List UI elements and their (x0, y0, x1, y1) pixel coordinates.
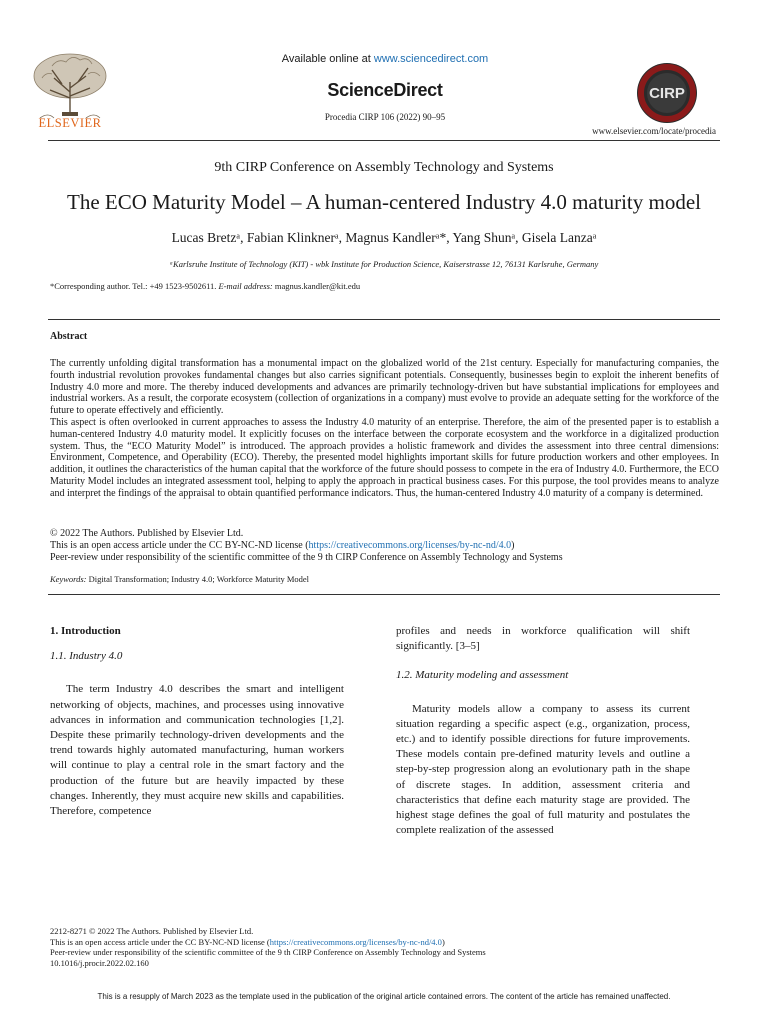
peer-review-line: Peer-review under responsibility of the scientific committee of the 9 th CIRP Conference on Assembly Technology and Systems (50, 552, 563, 563)
abstract-body (50, 358, 719, 500)
header-divider (48, 140, 720, 141)
sciencedirect-link[interactable]: www.sciencedirect.com (373, 53, 489, 65)
subsection-heading-maturity-modeling: 1.2. Maturity modeling and assessment (396, 669, 569, 682)
left-column (50, 624, 344, 831)
body-paragraph: The term Industry 4.0 describes the smart and intelligent networking of objects, machines, and processes using innovative advances in information and communication technologies [1,2]. Despite these primarily technology-driven developments and the trend towards highly automated manufacturing, human workers will continue to play a central role in the smart factory and the production of the future but are heavily impacted by these changes. Inherently, they must acquire new skills and capabilities. Therefore, competence (50, 683, 344, 818)
license-prefix: This is an open access article under the CC BY-NC-ND license ( (50, 540, 309, 551)
corresponding-author (50, 281, 722, 291)
issn-line: 2212-8271 © 2022 The Authors. Published by Elsevier Ltd. (50, 926, 254, 936)
footer-license-prefix: This is an open access article under the CC BY-NC-ND license ( (50, 936, 270, 947)
journal-reference: Procedia CIRP 106 (2022) 90–95 (324, 112, 446, 122)
abstract-paragraph: The currently unfolding digital transformation has a monumental impact on the globalized world of the 21st century. Especially for manufacturing companies, the fourth industrial revolution provokes fundamental changes but also carries significant potentials. Consequently, businesses begin to exploit the inherent benefits of Industry 4.0 more and more. The thereby induced developments and advances are primarily technology-driven but have substantial implications for employees and industrial workers. As a result, the corporate ecosystem (collection of organizations in a company) must evolve to provide an adequate setting for the workforce of the future to operate effectively and efficiently. (50, 358, 719, 417)
keywords (50, 574, 719, 584)
license-link[interactable]: https://creativecommons.org/licenses/by-nc-nd/4.0 (308, 540, 512, 551)
keywords-divider (48, 594, 720, 595)
abstract-paragraph: This aspect is often overlooked in current approaches to assess the Industry 4.0 maturity of an enterprise. Therefore, the aim of the presented paper is to establish a human-centered Industry 4.0 maturity model. It explicitly focuses on the interface between the corporate ecosystem and the workforce in a digitalized production system. Thus, the “ECO Maturity Model” is introduced. The approach provides a holistic framework and divides the assessment into three central dimensions: Environment, Competence, and Operability (ECO). Thereby, the presented model highlights important skills for future production workers and other employees. In addition, it outlines the characteristics of the human capital that the workforce of the future should possess to compete in the era of Industry 4.0. Furthermore, the ECO Maturity Model includes an integrated assessment tool, helping to apply the approach in practical business cases. For this purpose, the tool provides means to analyze and interpret the findings of the appraisal to obtain quantified performance indicators. Thus, the human-centered Industry 4.0 maturity of a company is determined. (50, 416, 719, 499)
body-paragraph-continuation: profiles and needs in workforce qualification will shift significantly. [3–5] (396, 625, 690, 653)
resupply-note: This is a resupply of March 2023 as the template used in the publication of the original article contained errors. The content of the article has remained unaffected. (97, 992, 671, 1001)
available-prefix: Available online at (281, 53, 374, 65)
publisher-wordmark: ELSEVIER (38, 116, 102, 130)
cirp-logo-text: CIRP (649, 85, 685, 102)
keywords-list: Digital Transformation; Industry 4.0; Workforce Maturity Model (86, 574, 310, 584)
affiliation: ᵃKarlsruhe Institute of Technology (KIT) - wbk Institute for Production Science, Kaiserstrasse 12, 76131 Karlsruhe, Germany (169, 259, 599, 269)
body-paragraph: Maturity models allow a company to assess its current situation regarding a specific aspect (e.g., organization, process, etc.) and to identify possible directions for future improvements. These models contain pre-defined maturity levels and outline a step-by-step progression along an evolutionary path in the shape of discrete stages. In addition, assessment criteria and characteristics that define each maturity stage are provided. The highest stage defines the goal of full maturity and postulates the complete realization of the assessed (396, 702, 690, 837)
abstract-divider (48, 319, 720, 320)
abstract-heading: Abstract (50, 331, 88, 342)
subsection-heading-industry-4-0: 1.1. Industry 4.0 (50, 650, 123, 663)
platform-name: ScienceDirect (327, 80, 443, 100)
doi[interactable]: 10.1016/j.procir.2022.02.160 (50, 957, 149, 968)
footer-license-line (50, 937, 719, 948)
footer (50, 926, 719, 968)
copyright-block (50, 528, 719, 564)
author-list: Lucas Bretzᵃ, Fabian Klinknerᵃ, Magnus Kandlerᵃ*, Yang Shunᵃ, Gisela Lanzaᵃ (171, 230, 597, 245)
right-column (396, 624, 690, 850)
footer-license-link[interactable]: https://creativecommons.org/licenses/by-nc-nd/4.0 (269, 936, 442, 947)
journal-url[interactable]: www.elsevier.com/locate/procedia (592, 126, 716, 136)
corresponding-prefix: *Corresponding author. Tel.: +49 1523-9502611. (50, 281, 219, 291)
cirp-logo (630, 60, 704, 126)
license-suffix: ) (511, 540, 515, 551)
keywords-label: Keywords: (50, 574, 87, 584)
section-heading-introduction: 1. Introduction (50, 625, 121, 637)
author-email: magnus.kandler@kit.edu (272, 281, 361, 291)
footer-peer-review: Peer-review under responsibility of the scientific committee of the 9 th CIRP Conference on Assembly Technology and Systems (50, 947, 486, 957)
copyright-line: © 2022 The Authors. Published by Elsevier Ltd. (50, 528, 244, 539)
email-label: E-mail address: (218, 281, 273, 291)
available-online (200, 53, 570, 65)
conference-name: 9th CIRP Conference on Assembly Technology and Systems (214, 160, 554, 175)
article-title: The ECO Maturity Model – A human-centered Industry 4.0 maturity model (67, 190, 701, 214)
footer-license-suffix: ) (441, 936, 445, 947)
license-line (50, 540, 719, 552)
